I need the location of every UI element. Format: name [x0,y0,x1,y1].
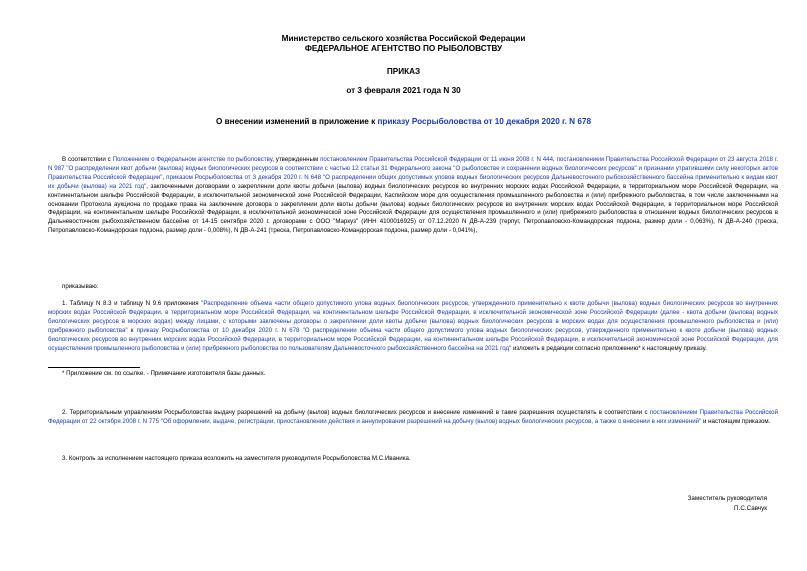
title-link[interactable]: приказу Росрыболовства от 10 декабря 2020 г. N 678 [377,117,592,126]
document-date-number: от 3 февраля 2021 года N 30 [346,86,461,95]
link-resolution-987[interactable]: постановлением Правительства Российской Федерации от 23 августа 2018 г. N 987 "О распределении квот добычи (вылова) водных биологических ресурсов в соответствии с частью 12 статьи 31 Федерального закона "О рыболовстве и сохранении водных биологических ресурсов" и признании утратившими силу некоторых актов Правительства Российской Федерации" [48,156,778,181]
agency-name: ФЕДЕРАЛЬНОЕ АГЕНТСТВО ПО РЫБОЛОВСТВУ [304,44,503,53]
order-word: приказываю: [62,283,99,290]
title-text: О внесении изменений в приложение к [215,117,378,126]
text-fragment: и настоящим приказом. [701,417,771,425]
signatory-position: Заместитель руководителя [687,495,767,502]
document-type: ПРИКАЗ [386,67,421,76]
ministry-name: Министерство сельского хозяйства Российской Федерации [281,34,526,43]
text-fragment: , [553,156,557,163]
item-2-paragraph [48,409,778,427]
item-3-paragraph: 3. Контроль за исполнением настоящего приказа возложить на заместителя руководителя Росрыболовства М.С.Иваника. [62,455,411,462]
link-regulation[interactable]: Положением о Федеральном агентстве по рыболовству [112,156,273,163]
link-appendix[interactable]: "Распределение объема части общего допустимого улова водных биологических ресурсов, утвержденного применительно к квоте добычи (вылова) водных биологических ресурсов во внутренних морских водах Российской Федерации, в территориальном море Российской Федерации, на континентальном шельфе Российской Федерации, в исключительной экономической зоне Российской Федерации (далее - квота добычи (вылова) водных биологических ресурсов в морских водах) между лицами, с которыми заключены договоры о закреплении доли квоты добычи (вылова) водных биологических ресурсов в морских водах для осуществления промышленного рыболовства и (или) прибрежного рыболовства" [48,300,778,334]
text-fragment: В соответствии с [62,156,113,163]
text-fragment: 2. Территориальным управлениям Росрыболовства выдачу разрешений на добычу (вылов) водных биологических ресурсов и внесение изменений в такие разрешения осуществлять в соответствии с [62,409,650,416]
footnote: * Приложение см. по ссылке. - Примечание изготовителя базы данных. [62,370,266,377]
document-title [0,117,807,127]
item-1-paragraph [48,300,778,353]
signatory-name: П.С.Савчук [734,505,767,512]
text-fragment: , утвержденным [272,156,321,163]
link-order-678[interactable]: приказу Росрыболовства от 10 декабря 2020 г. N 678 "О распределении объема части общего допустимого улова водных биологических ресурсов, утвержденного применительно к квоте добычи (вылова) водных биологических ресурсов во внутренних морских водах Российской Федерации, в территориальном море Российской Федерации, на континентальном шельфе Российской Федерации, в исключительной экономической зоне Российской Федерации, для осуществления промышленного рыболовства и (или) прибрежного рыболовства по пользователям Дальневосточного рыбохозяйственного бассейна на 2021 год" [48,326,778,352]
text-fragment: , заключенными договорами о закреплении доли квоты добычи (вылова) водных биологических ресурсов во внутренних морских водах Российской Федерации, в территориальном море Российской Федерации, на континентальном шельфе Российской Федерации, в исключительной экономической зоне Российской Федерации, Каспийском море для осуществления промышленного рыболовства и (или) прибрежного рыболовства, в том числе заключенными на основании Протокола аукциона по продаже права на заключение договора о закреплении доли квоты добычи (вылова) водных биологических ресурсов во внутренних морских водах Российской Федерации, в территориальном море Российской Федерации, на континентальном шельфе Российской Федерации, в исключительной экономической зоне Российской Федерации для осуществления промышленного и (или) прибрежного рыболовства в отношении водных биологических ресурсов в Дальневосточном рыбохозяйственном бассейне от 14-15 сентября 2020 г. договорами с ООО "Маркуз" (ИНН 4100016925) от 07.12.2020 N ДВ-А-239 (терпуг, Петропавловско-Командорская подзона, размер доли - 0,063%), N ДВ-А-240 (треска, Петропавловско-Командорская подзона, размер доли - 0,008%), N ДВ-А-241 (треска, Петропавловско-Командорская подзона, размер доли - 0,041%), [48,182,778,235]
text-fragment: , [162,173,167,181]
text-fragment: 1. Таблицу N 8.3 и таблицу N 9.6 приложения [62,300,202,307]
link-order-648[interactable]: приказом Росрыболовства от 3 декабря 2020 г. N 648 "О распределении общих допустимых уловов водных биологических ресурсов Дальневосточного рыбохозяйственного бассейна применительно к видам квот их добычи (вылова) на 2021 год" [48,173,778,190]
text-fragment: изложить в редакции согласно приложению* к настоящему приказу. [511,344,707,352]
link-resolution-444[interactable]: постановлением Правительства Российской Федерации от 11 июня 2008 г. N 444 [320,156,554,163]
footnote-divider [48,367,140,368]
preamble-paragraph [48,156,778,236]
text-fragment: к [127,326,137,334]
link-resolution-775[interactable]: постановлением Правительства Российской Федерации от 22 октября 2008 г. N 775 "Об оформлении, выдаче, регистрации, приостановлении действия и аннулировании разрешений на добычу (вылов) водных биологических ресурсов, а также о внесении в них изменений" [48,409,778,425]
